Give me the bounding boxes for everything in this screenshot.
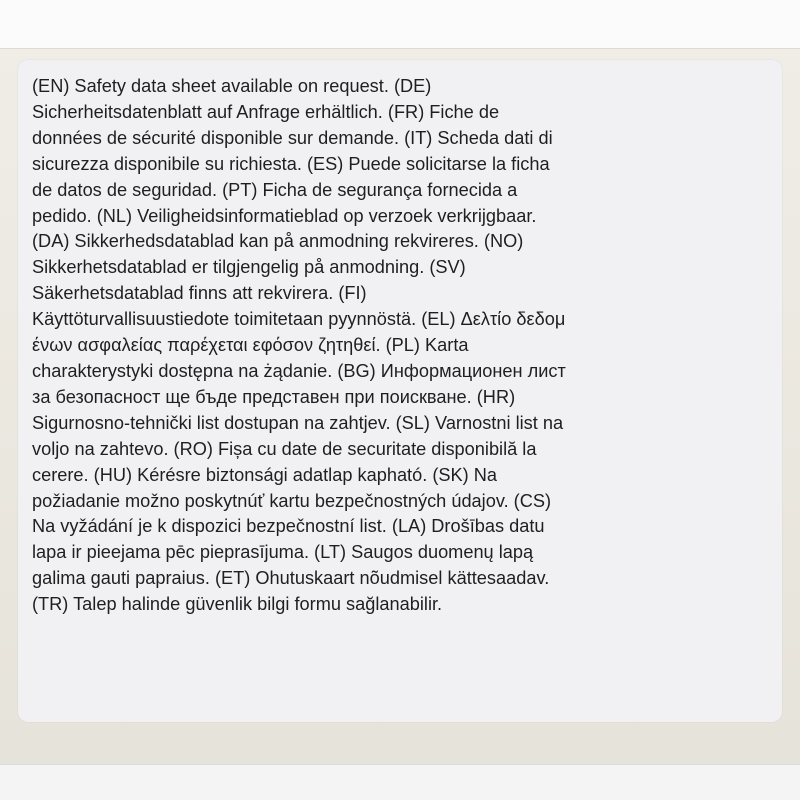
safety-label-text — [32, 74, 732, 618]
label-line: données de sécurité disponible sur demande. (IT) Scheda dati di — [32, 127, 553, 148]
label-line: Na vyžádání je k dispozici bezpečnostní list. (LA) Drošības datu — [32, 516, 545, 537]
top-background — [0, 0, 800, 48]
label-line: de datos de seguridad. (PT) Ficha de segurança fornecida a — [32, 179, 518, 200]
label-line: Sikkerhetsdatablad er tilgjengelig på anmodning. (SV) — [32, 257, 466, 278]
safety-label-sticker — [18, 60, 782, 722]
label-line: Sicherheitsdatenblatt auf Anfrage erhältlich. (FR) Fiche de — [32, 101, 500, 122]
label-line: (DA) Sikkerhedsdatablad kan på anmodning rekvireres. (NO) — [32, 231, 524, 252]
label-line: sicurezza disponibile su richiesta. (ES) Puede solicitarse la ficha — [32, 153, 550, 174]
label-line: charakterystyki dostępna na żądanie. (BG) Информационен лист — [32, 360, 566, 381]
label-line: (EN) Safety data sheet available on request. (DE) — [32, 76, 432, 96]
label-line: pedido. (NL) Veiligheidsinformatieblad op verzoek verkrijgbaar. — [32, 205, 537, 226]
label-line: požiadanie možno poskytnúť kartu bezpečnostných údajov. (CS) — [32, 490, 552, 511]
label-line: за безопасност ще бъде представен при поискване. (HR) — [32, 386, 516, 407]
label-line: Säkerhetsdatablad finns att rekvirera. (FI) — [32, 283, 367, 304]
label-line: Sigurnosno-tehnički list dostupan na zahtjev. (SL) Varnostni list na — [32, 412, 564, 433]
bottom-background — [0, 764, 800, 800]
label-line: cerere. (HU) Kérésre biztonsági adatlap kapható. (SK) Na — [32, 464, 498, 485]
label-line: galima gauti papraius. (ET) Ohutuskaart nõudmisel kättesaadav. — [32, 568, 550, 589]
label-line: (TR) Talep halinde güvenlik bilgi formu sağlanabilir. — [32, 594, 443, 615]
label-line: ένων ασφαλείας παρέχεται εφόσον ζητηθεί. (PL) Karta — [32, 335, 469, 356]
label-line: voljo na zahtevo. (RO) Fișa cu date de securitate disponibilă la — [32, 438, 537, 459]
label-line: Käyttöturvallisuustiedote toimitetaan pyynnöstä. (EL) Δελτίο δεδομ — [32, 309, 566, 330]
label-line: lapa ir pieejama pēc pieprasījuma. (LT) Saugos duomenų lapą — [32, 542, 534, 563]
